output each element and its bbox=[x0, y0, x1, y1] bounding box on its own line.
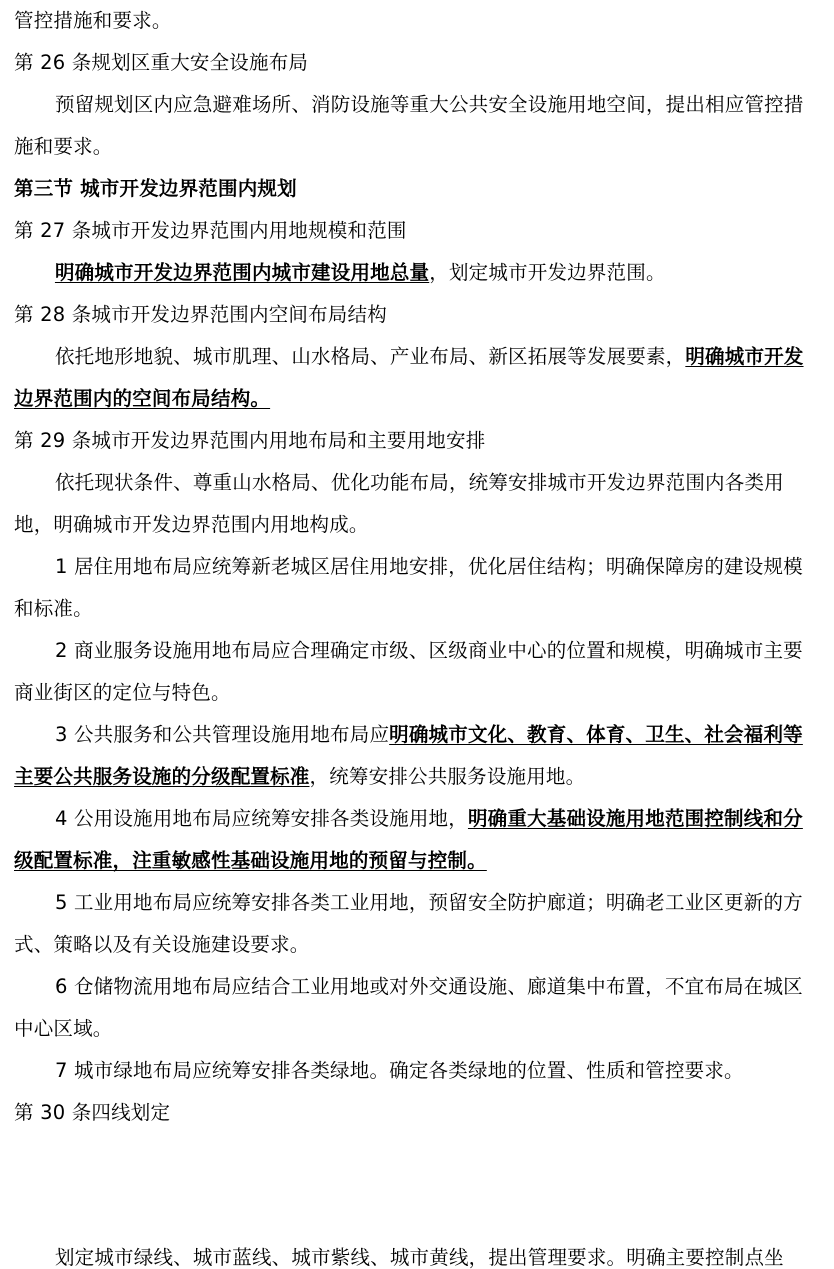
article-29-item-2 bbox=[14, 630, 816, 714]
text-run: 1 居住用地布局应统筹新老城区居住用地安排，优化居住结构；明确保障房的建设规模和标准。 bbox=[14, 555, 803, 620]
article-26-heading bbox=[14, 42, 816, 84]
article-27-heading bbox=[14, 210, 816, 252]
text-run: ，统筹安排公共服务设施用地。 bbox=[309, 765, 586, 788]
article-29-heading bbox=[14, 420, 816, 462]
article-29-item-1 bbox=[14, 546, 816, 630]
text-run: 第 30 条四线划定 bbox=[14, 1101, 171, 1124]
article-28-heading bbox=[14, 294, 816, 336]
article-27-body bbox=[14, 252, 816, 294]
text-run: 第 29 条城市开发边界范围内用地布局和主要用地安排 bbox=[14, 429, 486, 452]
article-29-item-3 bbox=[14, 714, 816, 798]
section-3-title bbox=[14, 168, 816, 210]
text-run: 5 工业用地布局应统筹安排各类工业用地，预留安全防护廊道；明确老工业区更新的方式、策略以及有关设施建设要求。 bbox=[14, 891, 803, 956]
article-29-body bbox=[14, 462, 816, 546]
text-run: 第 28 条城市开发边界范围内空间布局结构 bbox=[14, 303, 387, 326]
text-run: 依托地形地貌、城市肌理、山水格局、产业布局、新区拓展等发展要素， bbox=[54, 345, 686, 368]
clipped-bottom-line: 划定城市绿线、城市蓝线、城市紫线、城市黄线，提出管理要求。明确主要控制点坐 bbox=[54, 1246, 784, 1269]
article-29-item-6 bbox=[14, 966, 816, 1050]
text-run: 第三节 城市开发边界范围内规划 bbox=[14, 177, 297, 200]
text-run: 依托现状条件、尊重山水格局、优化功能布局，统筹安排城市开发边界范围内各类用地，明确城市开发边界范围内用地构成。 bbox=[14, 471, 784, 536]
text-run: 7 城市绿地布局应统筹安排各类绿地。确定各类绿地的位置、性质和管控要求。 bbox=[54, 1059, 744, 1082]
paragraph-continuation-top bbox=[14, 0, 816, 42]
text-run: 6 仓储物流用地布局应结合工业用地或对外交通设施、廊道集中布置，不宜布局在城区中心区域。 bbox=[14, 975, 803, 1040]
emphasized-text: 明确城市开发边界范围内城市建设用地总量 bbox=[54, 261, 430, 284]
document-body bbox=[14, 0, 816, 1134]
text-run: 4 公用设施用地布局应统筹安排各类设施用地， bbox=[54, 807, 468, 830]
article-30-heading bbox=[14, 1092, 816, 1134]
article-29-item-4 bbox=[14, 798, 816, 882]
article-29-item-5 bbox=[14, 882, 816, 966]
article-29-item-7 bbox=[14, 1050, 816, 1092]
article-28-body bbox=[14, 336, 816, 420]
emphasized-text: 明确重大基础设施用地范围控制线和分级配置标准，注重敏感性基础设施用地的预留与控制。 bbox=[14, 807, 803, 872]
text-run: 第 27 条城市开发边界范围内用地规模和范围 bbox=[14, 219, 407, 242]
text-run: 第 26 条规划区重大安全设施布局 bbox=[14, 51, 309, 74]
article-26-body bbox=[14, 84, 816, 168]
text-run: ，划定城市开发边界范围。 bbox=[429, 261, 666, 284]
emphasized-text: 明确城市文化、教育、体育、卫生、社会福利等主要公共服务设施的分级配置标准 bbox=[14, 723, 803, 788]
emphasized-text: 明确城市开发边界范围内的空间布局结构。 bbox=[14, 345, 804, 410]
text-run: 管控措施和要求。 bbox=[14, 9, 172, 32]
text-run: 预留规划区内应急避难场所、消防设施等重大公共安全设施用地空间，提出相应管控措施和要求。 bbox=[14, 93, 804, 158]
text-run: 3 公共服务和公共管理设施用地布局应 bbox=[54, 723, 390, 746]
text-run: 2 商业服务设施用地布局应合理确定市级、区级商业中心的位置和规模，明确城市主要商业街区的定位与特色。 bbox=[14, 639, 803, 704]
